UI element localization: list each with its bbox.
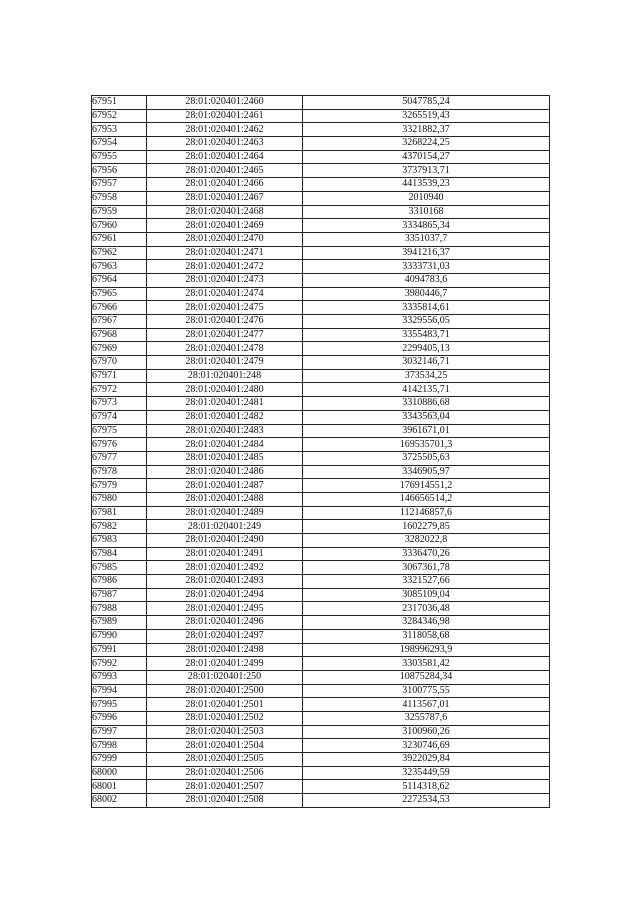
value-cell: 3100775,55 <box>303 684 550 698</box>
cadastral-number-cell: 28:01:020401:2505 <box>147 753 303 767</box>
cadastral-number-cell: 28:01:020401:2501 <box>147 698 303 712</box>
row-number-cell: 67972 <box>92 383 147 397</box>
table-row <box>92 657 550 671</box>
value-cell: 3334865,34 <box>303 219 550 233</box>
value-cell: 3980446,7 <box>303 287 550 301</box>
row-number-cell: 67955 <box>92 150 147 164</box>
row-number-cell: 67989 <box>92 616 147 630</box>
table-row <box>92 479 550 493</box>
cadastral-number-cell: 28:01:020401:2486 <box>147 465 303 479</box>
cadastral-number-cell: 28:01:020401:2490 <box>147 534 303 548</box>
value-cell: 3725505,63 <box>303 451 550 465</box>
cadastral-number-cell: 28:01:020401:2469 <box>147 219 303 233</box>
table-row <box>92 561 550 575</box>
row-number-cell: 67959 <box>92 205 147 219</box>
value-cell: 3067361,78 <box>303 561 550 575</box>
cadastral-number-cell: 28:01:020401:2489 <box>147 506 303 520</box>
table-row <box>92 602 550 616</box>
row-number-cell: 67965 <box>92 287 147 301</box>
row-number-cell: 67956 <box>92 164 147 178</box>
cadastral-number-cell: 28:01:020401:2503 <box>147 725 303 739</box>
table-row <box>92 96 550 110</box>
table-row <box>92 506 550 520</box>
row-number-cell: 67990 <box>92 629 147 643</box>
row-number-cell: 67991 <box>92 643 147 657</box>
cadastral-number-cell: 28:01:020401:2465 <box>147 164 303 178</box>
row-number-cell: 67951 <box>92 96 147 110</box>
cadastral-number-cell: 28:01:020401:2474 <box>147 287 303 301</box>
row-number-cell: 67960 <box>92 219 147 233</box>
cadastral-number-cell: 28:01:020401:2502 <box>147 711 303 725</box>
cadastral-number-cell: 28:01:020401:2491 <box>147 547 303 561</box>
row-number-cell: 67984 <box>92 547 147 561</box>
value-cell: 4094783,6 <box>303 273 550 287</box>
row-number-cell: 67996 <box>92 711 147 725</box>
table-row <box>92 451 550 465</box>
table-row <box>92 383 550 397</box>
value-cell: 3321882,37 <box>303 123 550 137</box>
table-row <box>92 629 550 643</box>
table-row <box>92 137 550 151</box>
value-cell: 4113567,01 <box>303 698 550 712</box>
cadastral-number-cell: 28:01:020401:2498 <box>147 643 303 657</box>
row-number-cell: 67998 <box>92 739 147 753</box>
table-row <box>92 178 550 192</box>
table-row <box>92 287 550 301</box>
table-row <box>92 438 550 452</box>
cadastral-number-cell: 28:01:020401:2476 <box>147 315 303 329</box>
value-cell: 3118058,68 <box>303 629 550 643</box>
row-number-cell: 67964 <box>92 273 147 287</box>
value-cell: 5114318,62 <box>303 780 550 794</box>
row-number-cell: 68001 <box>92 780 147 794</box>
cadastral-number-cell: 28:01:020401:2506 <box>147 766 303 780</box>
table-row <box>92 534 550 548</box>
value-cell: 3355483,71 <box>303 328 550 342</box>
cadastral-number-cell: 28:01:020401:2481 <box>147 397 303 411</box>
table-row <box>92 465 550 479</box>
row-number-cell: 67976 <box>92 438 147 452</box>
row-number-cell: 67962 <box>92 246 147 260</box>
value-cell: 4370154,27 <box>303 150 550 164</box>
value-cell: 373534,25 <box>303 369 550 383</box>
cadastral-number-cell: 28:01:020401:2483 <box>147 424 303 438</box>
value-cell: 4142135,71 <box>303 383 550 397</box>
value-cell: 2010940 <box>303 191 550 205</box>
table-row <box>92 766 550 780</box>
value-cell: 3310886,68 <box>303 397 550 411</box>
row-number-cell: 67968 <box>92 328 147 342</box>
row-number-cell: 67963 <box>92 260 147 274</box>
value-cell: 3321527,66 <box>303 575 550 589</box>
row-number-cell: 68000 <box>92 766 147 780</box>
cadastral-number-cell: 28:01:020401:2484 <box>147 438 303 452</box>
value-cell: 3335814,61 <box>303 301 550 315</box>
row-number-cell: 67981 <box>92 506 147 520</box>
cadastral-number-cell: 28:01:020401:2479 <box>147 356 303 370</box>
value-cell: 3268224,25 <box>303 137 550 151</box>
cadastral-number-cell: 28:01:020401:2496 <box>147 616 303 630</box>
row-number-cell: 67986 <box>92 575 147 589</box>
row-number-cell: 67995 <box>92 698 147 712</box>
value-cell: 3346905,97 <box>303 465 550 479</box>
cadastral-number-cell: 28:01:020401:2494 <box>147 588 303 602</box>
value-cell: 3351037,7 <box>303 232 550 246</box>
cadastral-number-cell: 28:01:020401:2492 <box>147 561 303 575</box>
value-cell: 3284346,98 <box>303 616 550 630</box>
row-number-cell: 67994 <box>92 684 147 698</box>
cadastral-number-cell: 28:01:020401:2461 <box>147 109 303 123</box>
row-number-cell: 67952 <box>92 109 147 123</box>
table-row <box>92 273 550 287</box>
row-number-cell: 67970 <box>92 356 147 370</box>
table-row <box>92 588 550 602</box>
cadastral-number-cell: 28:01:020401:2508 <box>147 794 303 808</box>
table-row <box>92 232 550 246</box>
table-row <box>92 123 550 137</box>
row-number-cell: 67993 <box>92 670 147 684</box>
cadastral-number-cell: 28:01:020401:2464 <box>147 150 303 164</box>
value-cell: 5047785,24 <box>303 96 550 110</box>
row-number-cell: 67973 <box>92 397 147 411</box>
table-row <box>92 684 550 698</box>
cadastral-number-cell: 28:01:020401:2480 <box>147 383 303 397</box>
value-cell: 4413539,23 <box>303 178 550 192</box>
row-number-cell: 67969 <box>92 342 147 356</box>
row-number-cell: 67954 <box>92 137 147 151</box>
value-cell: 3282022,8 <box>303 534 550 548</box>
cadastral-number-cell: 28:01:020401:2463 <box>147 137 303 151</box>
cadastral-number-cell: 28:01:020401:249 <box>147 520 303 534</box>
cadastral-number-cell: 28:01:020401:2468 <box>147 205 303 219</box>
table-row <box>92 356 550 370</box>
table-row <box>92 301 550 315</box>
row-number-cell: 67966 <box>92 301 147 315</box>
value-cell: 3336470,26 <box>303 547 550 561</box>
table-row <box>92 369 550 383</box>
cadastral-number-cell: 28:01:020401:2470 <box>147 232 303 246</box>
cadastral-number-cell: 28:01:020401:2477 <box>147 328 303 342</box>
cadastral-number-cell: 28:01:020401:2500 <box>147 684 303 698</box>
cadastral-number-cell: 28:01:020401:2472 <box>147 260 303 274</box>
row-number-cell: 67985 <box>92 561 147 575</box>
value-cell: 3333731,03 <box>303 260 550 274</box>
table-row <box>92 753 550 767</box>
value-cell: 146656514,2 <box>303 492 550 506</box>
cadastral-number-cell: 28:01:020401:2462 <box>147 123 303 137</box>
cadastral-number-cell: 28:01:020401:2482 <box>147 410 303 424</box>
cadastral-number-cell: 28:01:020401:2499 <box>147 657 303 671</box>
cadastral-number-cell: 28:01:020401:2488 <box>147 492 303 506</box>
cadastral-number-cell: 28:01:020401:250 <box>147 670 303 684</box>
row-number-cell: 67999 <box>92 753 147 767</box>
cadastral-number-cell: 28:01:020401:2475 <box>147 301 303 315</box>
cadastral-number-cell: 28:01:020401:2478 <box>147 342 303 356</box>
value-cell: 3961671,01 <box>303 424 550 438</box>
value-cell: 3737913,71 <box>303 164 550 178</box>
row-number-cell: 67992 <box>92 657 147 671</box>
table-body <box>92 96 550 808</box>
row-number-cell: 67987 <box>92 588 147 602</box>
row-number-cell: 67980 <box>92 492 147 506</box>
table-row <box>92 191 550 205</box>
table-row <box>92 670 550 684</box>
value-cell: 112146857,6 <box>303 506 550 520</box>
table-row <box>92 739 550 753</box>
row-number-cell: 67961 <box>92 232 147 246</box>
value-cell: 3303581,42 <box>303 657 550 671</box>
table-row <box>92 698 550 712</box>
cadastral-number-cell: 28:01:020401:2467 <box>147 191 303 205</box>
value-cell: 3255787,6 <box>303 711 550 725</box>
value-cell: 3235449,59 <box>303 766 550 780</box>
table-row <box>92 492 550 506</box>
row-number-cell: 67977 <box>92 451 147 465</box>
cadastral-number-cell: 28:01:020401:2495 <box>147 602 303 616</box>
value-cell: 1602279,85 <box>303 520 550 534</box>
table-row <box>92 315 550 329</box>
cadastral-value-table <box>91 95 550 808</box>
table-row <box>92 410 550 424</box>
cadastral-number-cell: 28:01:020401:2504 <box>147 739 303 753</box>
cadastral-number-cell: 28:01:020401:2497 <box>147 629 303 643</box>
row-number-cell: 68002 <box>92 794 147 808</box>
cadastral-number-cell: 28:01:020401:2485 <box>147 451 303 465</box>
table-row <box>92 794 550 808</box>
table-row <box>92 150 550 164</box>
value-cell: 3310168 <box>303 205 550 219</box>
value-cell: 176914551,2 <box>303 479 550 493</box>
row-number-cell: 67997 <box>92 725 147 739</box>
row-number-cell: 67958 <box>92 191 147 205</box>
table-row <box>92 260 550 274</box>
value-cell: 3343563,04 <box>303 410 550 424</box>
row-number-cell: 67982 <box>92 520 147 534</box>
cadastral-number-cell: 28:01:020401:248 <box>147 369 303 383</box>
value-cell: 3941216,37 <box>303 246 550 260</box>
table-row <box>92 109 550 123</box>
cadastral-number-cell: 28:01:020401:2493 <box>147 575 303 589</box>
cadastral-number-cell: 28:01:020401:2460 <box>147 96 303 110</box>
table-row <box>92 643 550 657</box>
table-row <box>92 616 550 630</box>
row-number-cell: 67957 <box>92 178 147 192</box>
cadastral-number-cell: 28:01:020401:2473 <box>147 273 303 287</box>
cadastral-number-cell: 28:01:020401:2466 <box>147 178 303 192</box>
value-cell: 2272534,53 <box>303 794 550 808</box>
row-number-cell: 67979 <box>92 479 147 493</box>
value-cell: 3230746,69 <box>303 739 550 753</box>
table-row <box>92 711 550 725</box>
table-row <box>92 328 550 342</box>
table-row <box>92 342 550 356</box>
value-cell: 198996293,9 <box>303 643 550 657</box>
table-row <box>92 725 550 739</box>
row-number-cell: 67967 <box>92 315 147 329</box>
cadastral-number-cell: 28:01:020401:2507 <box>147 780 303 794</box>
table-row <box>92 547 550 561</box>
value-cell: 2317036,48 <box>303 602 550 616</box>
row-number-cell: 67974 <box>92 410 147 424</box>
table-row <box>92 246 550 260</box>
row-number-cell: 67983 <box>92 534 147 548</box>
value-cell: 2299405,13 <box>303 342 550 356</box>
table-row <box>92 205 550 219</box>
table-row <box>92 575 550 589</box>
value-cell: 3100960,26 <box>303 725 550 739</box>
cadastral-number-cell: 28:01:020401:2471 <box>147 246 303 260</box>
table-row <box>92 780 550 794</box>
value-cell: 3085109,04 <box>303 588 550 602</box>
table-row <box>92 397 550 411</box>
value-cell: 3265519,43 <box>303 109 550 123</box>
value-cell: 10875284,34 <box>303 670 550 684</box>
table-row <box>92 520 550 534</box>
table-row <box>92 219 550 233</box>
row-number-cell: 67975 <box>92 424 147 438</box>
value-cell: 169535701,3 <box>303 438 550 452</box>
value-cell: 3329556,05 <box>303 315 550 329</box>
row-number-cell: 67953 <box>92 123 147 137</box>
table-row <box>92 424 550 438</box>
value-cell: 3032146,71 <box>303 356 550 370</box>
row-number-cell: 67988 <box>92 602 147 616</box>
row-number-cell: 67971 <box>92 369 147 383</box>
cadastral-number-cell: 28:01:020401:2487 <box>147 479 303 493</box>
table-row <box>92 164 550 178</box>
value-cell: 3922029,84 <box>303 753 550 767</box>
row-number-cell: 67978 <box>92 465 147 479</box>
